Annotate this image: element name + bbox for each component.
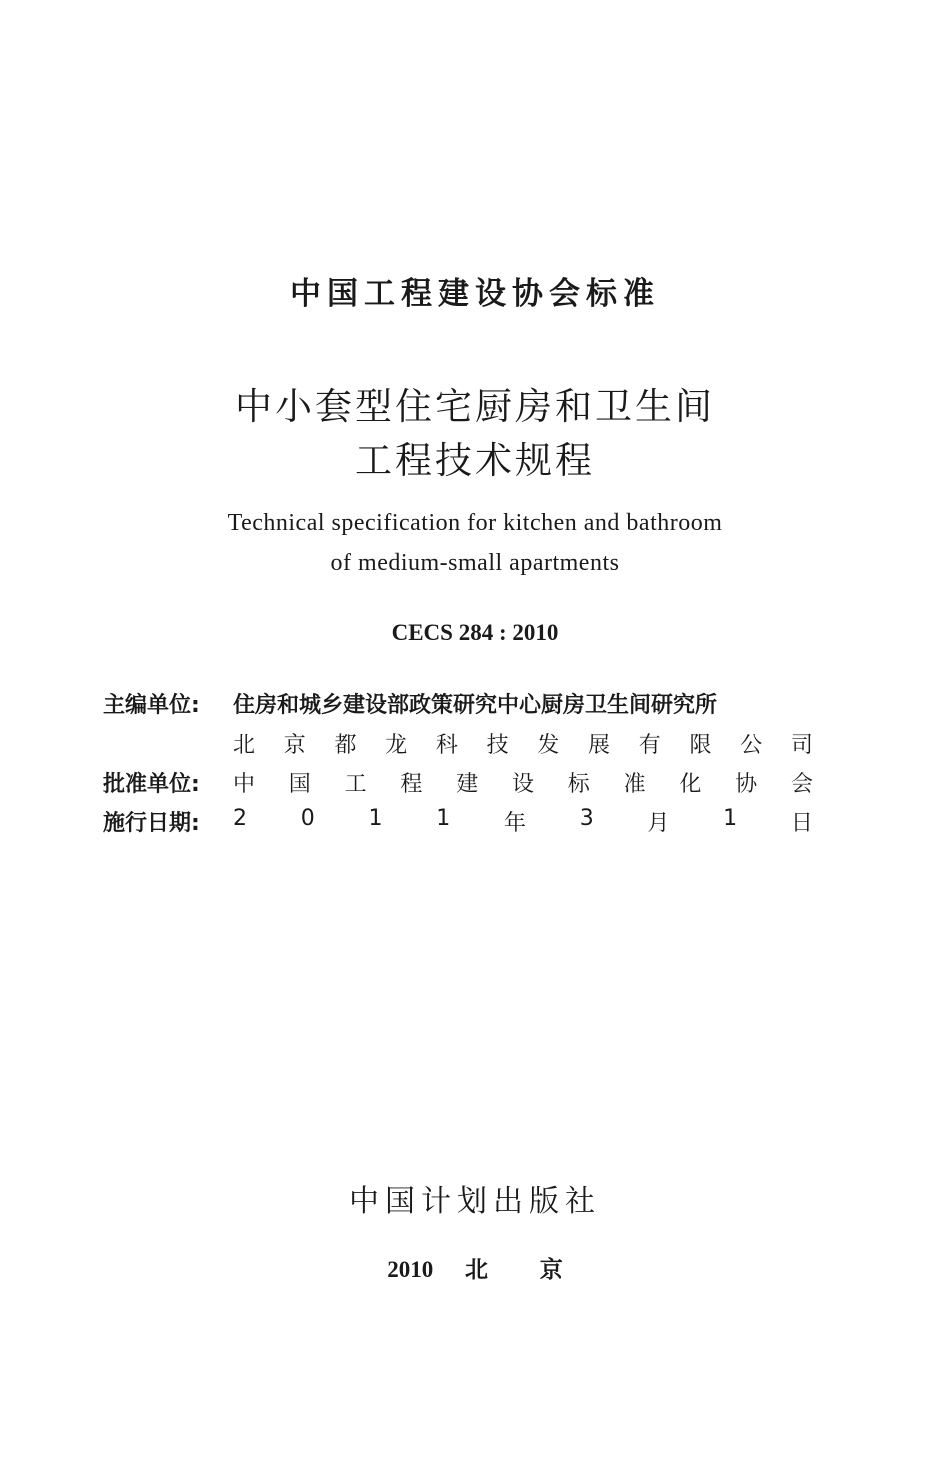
approver-char: 程 bbox=[400, 771, 423, 797]
editor-row-2 bbox=[103, 728, 813, 758]
approver-char: 准 bbox=[623, 771, 646, 797]
date-char: 0 bbox=[300, 805, 315, 831]
approver-char: 国 bbox=[288, 771, 311, 797]
editor-char: 发 bbox=[537, 732, 560, 758]
approver-char: 工 bbox=[344, 771, 367, 797]
date-char: 1 bbox=[436, 805, 451, 831]
approver-char: 建 bbox=[456, 771, 479, 797]
publication-place bbox=[0, 1251, 950, 1284]
date-char: 2 bbox=[233, 805, 247, 831]
date-char: 日 bbox=[790, 810, 813, 836]
approver-label: 批准单位: bbox=[103, 771, 200, 797]
date-value bbox=[233, 806, 813, 837]
approver-char: 设 bbox=[511, 771, 534, 797]
editor-char: 司 bbox=[790, 732, 813, 758]
editor-value: 住房和城乡建设部政策研究中心厨房卫生间研究所 bbox=[233, 692, 718, 718]
editor-char: 有 bbox=[638, 732, 661, 758]
publication-year: 2010 bbox=[387, 1257, 434, 1282]
date-char: 年 bbox=[503, 810, 526, 836]
approver-row bbox=[103, 767, 813, 797]
publication-city-1: 北 bbox=[465, 1257, 488, 1282]
publication-city-2: 京 bbox=[539, 1257, 563, 1282]
editor-char: 展 bbox=[588, 732, 611, 758]
approver-value bbox=[233, 767, 813, 798]
publisher-name: 中国计划出版社 bbox=[349, 1184, 601, 1219]
english-title-line-1: Technical specification for kitchen and bathroom bbox=[227, 510, 723, 536]
series-name: 中国工程建设协会标准 bbox=[290, 276, 660, 312]
editor-value-2 bbox=[233, 728, 813, 759]
approver-char: 会 bbox=[790, 771, 813, 797]
date-char: 月 bbox=[647, 810, 670, 836]
date-label: 施行日期: bbox=[103, 810, 200, 836]
title-line-2: 工程技术规程 bbox=[355, 439, 595, 482]
editor-char: 限 bbox=[689, 732, 712, 758]
approver-char: 标 bbox=[567, 771, 590, 797]
date-char: 1 bbox=[723, 805, 738, 831]
editor-char: 北 bbox=[233, 732, 256, 758]
editor-char: 科 bbox=[435, 732, 458, 758]
approver-char: 中 bbox=[233, 771, 256, 797]
standard-code: CECS 284 : 2010 bbox=[391, 620, 559, 645]
editor-char: 龙 bbox=[385, 732, 408, 758]
editor-label: 主编单位: bbox=[103, 692, 200, 718]
editor-char: 技 bbox=[486, 732, 509, 758]
editor-row bbox=[103, 688, 813, 718]
approver-char: 协 bbox=[735, 771, 758, 797]
english-title-line-2: of medium-small apartments bbox=[330, 550, 620, 576]
date-char: 3 bbox=[579, 805, 594, 831]
approver-char: 化 bbox=[679, 771, 702, 797]
editor-char: 公 bbox=[740, 732, 763, 758]
editor-char: 都 bbox=[334, 732, 357, 758]
editor-char: 京 bbox=[283, 732, 306, 758]
date-row bbox=[103, 806, 813, 836]
date-char: 1 bbox=[368, 805, 383, 831]
title-line-1: 中小套型住宅厨房和卫生间 bbox=[235, 385, 715, 428]
